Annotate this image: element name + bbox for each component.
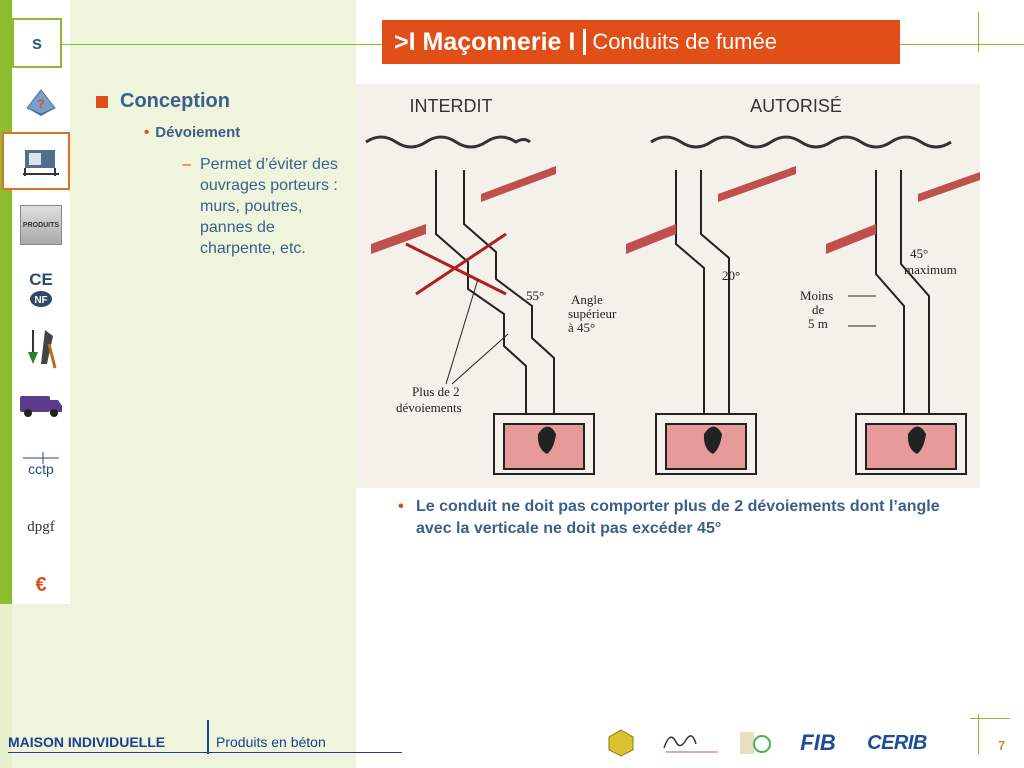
logo-eco: [738, 726, 772, 760]
svg-text:CE: CE: [29, 270, 53, 289]
euro-icon: €: [35, 573, 47, 596]
heading-bullet: [96, 96, 108, 108]
tools-icon: [23, 324, 59, 370]
footer-tick-line: [970, 718, 1010, 719]
left-stripe: [0, 0, 12, 604]
svg-text:NF: NF: [34, 295, 48, 306]
chimney-autorise-2: [856, 170, 966, 474]
label-autorise: AUTORISÉ: [750, 96, 842, 116]
detail-dash: –: [182, 156, 191, 173]
roof-autorise-1: [626, 224, 676, 254]
angle-20: 20°: [722, 268, 741, 283]
logo-cerib: CERIB: [867, 731, 927, 754]
title-sub: Conduits de fumée: [583, 29, 777, 55]
chimney-diagram-svg: [356, 84, 980, 488]
detail-item: [182, 154, 352, 259]
footer-underline: [8, 752, 402, 753]
truck-icon: [18, 392, 64, 418]
roof-autorise-1b: [718, 166, 796, 202]
footer-subtitle: Produits en béton: [216, 734, 326, 750]
logo-fib: FIB: [800, 730, 836, 755]
angle-sup-2: supérieur: [568, 306, 617, 321]
angle-55: 55°: [526, 288, 545, 303]
dpgf-icon: [23, 507, 59, 543]
chimney-autorise-1: [656, 170, 756, 474]
nav-truck[interactable]: [12, 376, 70, 434]
footer-tick: [978, 714, 979, 754]
subheading: [144, 124, 240, 141]
nav-dpgf[interactable]: [12, 496, 70, 554]
forbidden-cross: [406, 234, 506, 294]
maximum: maximum: [904, 262, 957, 277]
divider-autorise: [651, 137, 951, 147]
roof-autorise-2: [826, 224, 876, 254]
nav-construction[interactable]: [12, 132, 70, 190]
header-line-left: [62, 44, 382, 45]
pointer-2: [452, 334, 508, 384]
divider-interdit: [366, 137, 530, 147]
moins-3: 5 m: [808, 316, 828, 331]
produits-icon: [20, 205, 62, 245]
title-banner: [382, 20, 900, 64]
section-home-button[interactable]: [12, 18, 62, 68]
svg-text:cctp: cctp: [28, 461, 54, 477]
svg-text:?: ?: [37, 97, 45, 111]
nav-produits[interactable]: [12, 196, 70, 254]
plus-2-1: Plus de 2: [412, 384, 460, 399]
angle-45: 45°: [910, 246, 929, 261]
chimney-diagram: [356, 84, 980, 488]
roof-interdit-2: [481, 166, 556, 202]
pointer-1: [446, 279, 478, 384]
section-label: s: [31, 32, 42, 53]
angle-sup-1: Angle: [571, 292, 603, 307]
angle-sup-3: à 45°: [568, 320, 596, 335]
cctp-icon: [21, 450, 61, 480]
main-bullet-dot: •: [398, 498, 404, 515]
subheading-bullet: •: [144, 124, 150, 141]
header-tick: [978, 12, 979, 52]
plus-2-2: dévoiements: [396, 400, 462, 415]
logo-signature: [660, 726, 722, 760]
nav-tools[interactable]: [12, 318, 70, 376]
nav-ce-nf[interactable]: [12, 258, 70, 316]
ce-nf-icon: [26, 265, 56, 309]
nav-help[interactable]: [12, 74, 70, 132]
logo-signature-icon: [660, 728, 722, 758]
label-interdit: INTERDIT: [409, 96, 493, 116]
logo-eco-icon: [738, 728, 772, 758]
logo-ecole: [606, 726, 636, 760]
produits-label: PRODUITS: [22, 221, 60, 229]
moins-1: Moins: [800, 288, 834, 303]
title-main: >I Maçonnerie I: [394, 27, 576, 56]
heading-conception: [96, 90, 230, 113]
moins-2: de: [812, 302, 825, 317]
help-icon: [25, 88, 57, 118]
main-bullet-text: Le conduit ne doit pas comporter plus de 2 dévoiements dont l’angle avec la verticale ne doit pas excéder 45°: [416, 498, 940, 537]
nav-cctp[interactable]: [12, 436, 70, 494]
logo-ecole-icon: [606, 728, 636, 758]
subheading-text: Dévoiement: [155, 124, 241, 141]
svg-text:dpgf: dpgf: [27, 519, 55, 535]
detail-text: Permet d’éviter des ouvrages porteurs : murs, poutres, pannes de charpente, etc.: [200, 156, 338, 257]
page-number: 7: [998, 738, 1006, 753]
footer-title: MAISON INDIVIDUELLE: [8, 734, 166, 750]
heading-text: Conception: [120, 90, 230, 112]
header-line-right: [900, 44, 1024, 45]
footer-separator: [207, 720, 209, 754]
construction-icon: [21, 144, 61, 178]
nav-euro[interactable]: [12, 556, 70, 614]
roof-autorise-2b: [918, 172, 980, 202]
main-bullet: [398, 496, 978, 540]
